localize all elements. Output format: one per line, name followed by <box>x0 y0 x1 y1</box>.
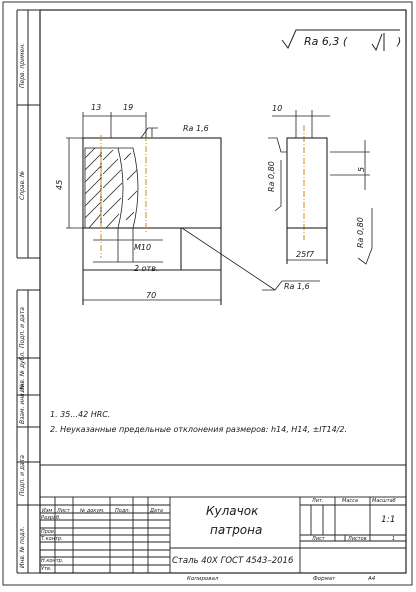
tb-scale-value: 1:1 <box>381 515 396 525</box>
tb-part-name-1: Кулачок <box>206 504 259 518</box>
tb-utv: Утв. <box>41 566 52 572</box>
tb-material: Сталь 40Х ГОСТ 4543–2016 <box>172 556 294 566</box>
dimension-thread: M10 <box>134 243 152 252</box>
inner-border <box>40 10 406 573</box>
tb-masshtab: Масштаб <box>372 498 396 504</box>
tb-part-name-2: патрона <box>210 523 263 537</box>
main-view-outline <box>83 138 221 228</box>
side-label-vzam-inv: Взам. инв. № <box>19 383 26 424</box>
tb-col-list: Лист <box>57 508 70 514</box>
tb-listov: Листов <box>348 536 367 542</box>
tb-prov: Пров. <box>41 529 56 535</box>
general-roughness-close: ) <box>397 35 402 48</box>
tb-listov-value: 1 <box>392 536 396 542</box>
tb-razrab: Разраб. <box>41 515 61 521</box>
side-label-inv-dubl: Инв. № дубл. <box>19 350 26 392</box>
dimension-holes: 2 отв. <box>134 264 159 273</box>
roughness-bottom-face: Ra 1,6 <box>284 282 310 291</box>
roughness-side-left: Ra 0,80 <box>267 161 276 192</box>
roughness-top-face: Ra 1,6 <box>183 124 209 133</box>
side-label-perv-primen: Перв. примен. <box>19 42 26 88</box>
tb-col-doc: № докум. <box>80 508 105 514</box>
tb-format: Формат <box>313 576 336 582</box>
tb-col-data: Дата <box>150 508 163 514</box>
tb-lit: Лит. <box>312 498 324 504</box>
side-label-podp-data-2: Подп. и дата <box>19 455 26 496</box>
main-view <box>83 138 221 305</box>
dimension-70: 70 <box>146 291 157 300</box>
section-hatching <box>85 148 138 228</box>
dimension-45: 45 <box>55 179 64 190</box>
roughness-side-right: Ra 0,80 <box>356 217 365 248</box>
dimension-19: 19 <box>123 103 134 112</box>
tb-list: Лист <box>312 536 325 542</box>
dimension-13: 13 <box>91 103 102 112</box>
side-view-outline <box>287 138 327 228</box>
dimension-25f7: 25f7 <box>296 250 315 259</box>
dimension-10: 10 <box>272 104 283 113</box>
main-view-dimensions <box>66 112 320 300</box>
dimension-5: 5 <box>357 166 366 172</box>
tb-kopiroval: Копировал <box>187 576 219 582</box>
tb-massa: Масса <box>342 498 358 504</box>
side-view <box>287 138 327 264</box>
general-roughness-label: Ra 6,3 ( <box>304 35 348 48</box>
tb-n-kontr: Н.контр. <box>41 558 64 564</box>
tb-col-podp: Подп. <box>115 508 131 514</box>
side-label-podp-data-1: Подп. и дата <box>19 307 26 348</box>
tb-t-kontr: Т.контр. <box>41 536 63 542</box>
note-hardness: 1. 35...42 HRC. <box>50 410 111 419</box>
side-label-inv-podl: Инв. № подл. <box>19 526 26 568</box>
side-label-sprav-no: Справ. № <box>19 170 26 200</box>
note-tolerances: 2. Неуказанные предельные отклонения размеров: h14, H14, ±IT14/2. <box>50 425 348 434</box>
tb-format-value: A4 <box>368 576 376 582</box>
tb-col-izm: Изм <box>42 508 53 514</box>
